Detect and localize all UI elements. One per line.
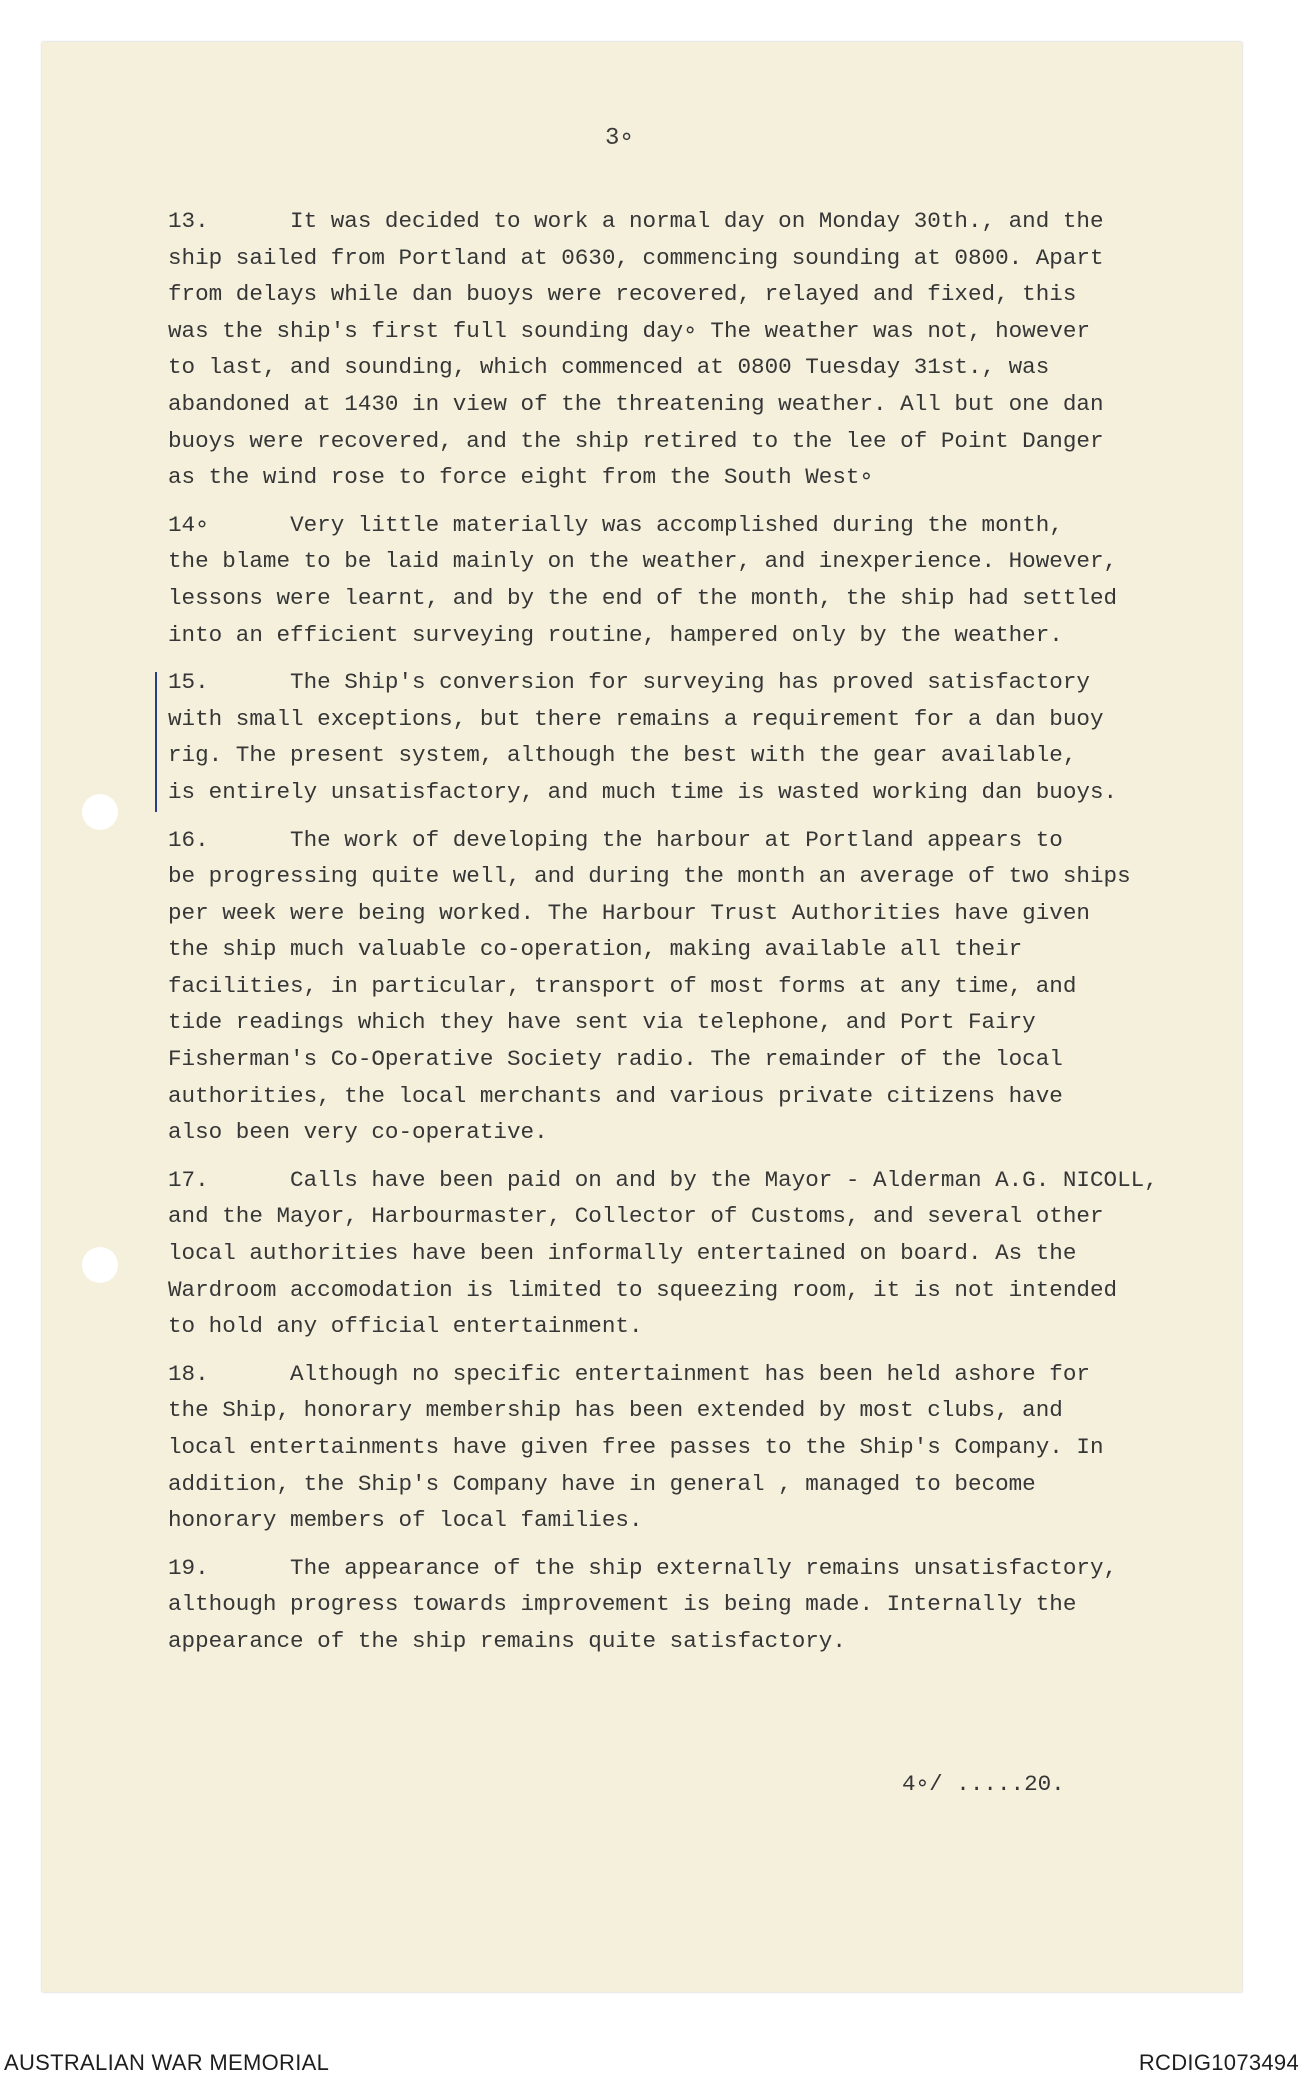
text-line: from delays while dan buoys were recovered, relayed and fixed, this	[168, 281, 1077, 308]
page-number: 3∘	[605, 125, 634, 152]
text-line: appearance of the ship remains quite satisfactory.	[168, 1627, 846, 1654]
text-line: tide readings which they have sent via telephone, and Port Fairy	[168, 1009, 1036, 1036]
punch-hole-upper	[82, 794, 118, 830]
text-line: to hold any official entertainment.	[168, 1313, 643, 1340]
text-line: as the wind rose to force eight from the South West∘	[168, 464, 874, 491]
text-line: 17. Calls have been paid on and by the Mayor - Alderman A.G. NICOLL,	[168, 1166, 1158, 1193]
paragraph-19	[168, 1550, 1238, 1660]
text-line: also been very co-operative.	[168, 1119, 548, 1146]
paragraph-15	[168, 664, 1238, 810]
text-line: per week were being worked. The Harbour Trust Authorities have given	[168, 899, 1090, 926]
text-line: buoys were recovered, and the ship retired to the lee of Point Danger	[168, 427, 1104, 454]
text-line: local authorities have been informally entertained on board. As the	[168, 1240, 1077, 1267]
footer-institution: AUSTRALIAN WAR MEMORIAL	[4, 2050, 330, 2075]
text-line: ship sailed from Portland at 0630, commencing sounding at 0800. Apart	[168, 244, 1104, 271]
text-line: was the ship's first full sounding day∘ The weather was not, however	[168, 317, 1091, 344]
footer-record-id: RCDIG1073494	[1138, 2050, 1299, 2075]
text-line: to last, and sounding, which commenced at 0800 Tuesday 31st., was	[168, 354, 1050, 381]
punch-hole-lower	[82, 1247, 118, 1283]
text-line: local entertainments have given free passes to the Ship's Company. In	[168, 1434, 1104, 1460]
text-line: the ship much valuable co-operation, making available all their	[168, 936, 1023, 963]
text-line: 19. The appearance of the ship externally remains unsatisfactory,	[168, 1554, 1118, 1581]
text-line: rig. The present system, although the best with the gear available,	[168, 742, 1077, 769]
text-line: authorities, the local merchants and various private citizens have	[168, 1082, 1063, 1109]
paragraph-18	[168, 1356, 1238, 1539]
text-line: Wardroom accomodation is limited to squeezing room, it is not intended	[168, 1276, 1118, 1303]
continuation-marker: 4∘/ .....20.	[902, 1771, 1065, 1797]
margin-mark-line	[155, 672, 157, 812]
text-line: honorary members of local families.	[168, 1507, 643, 1534]
text-line: Fisherman's Co-Operative Society radio. The remainder of the local	[168, 1046, 1063, 1073]
text-line: 16. The work of developing the harbour at Portland appears to	[168, 826, 1063, 853]
paragraph-13	[168, 203, 1238, 496]
text-line: with small exceptions, but there remains a requirement for a dan buoy	[168, 705, 1104, 732]
text-line: facilities, in particular, transport of most forms at any time, and	[168, 972, 1077, 999]
text-line: is entirely unsatisfactory, and much time is wasted working dan buoys.	[168, 778, 1118, 805]
text-line: 14∘ Very little materially was accomplished during the month,	[168, 511, 1063, 538]
text-line: 15. The Ship's conversion for surveying has proved satisfactory	[168, 669, 1090, 696]
text-line: although progress towards improvement is being made. Internally the	[168, 1591, 1077, 1618]
paragraph-16	[168, 822, 1238, 1151]
paragraph-17	[168, 1162, 1238, 1345]
document-body	[168, 203, 1238, 1671]
text-line: into an efficient surveying routine, hampered only by the weather.	[168, 621, 1063, 648]
text-line: the blame to be laid mainly on the weather, and inexperience. However,	[168, 548, 1118, 575]
text-line: 13. It was decided to work a normal day on Monday 30th., and the	[168, 208, 1104, 234]
text-line: the Ship, honorary membership has been extended by most clubs, and	[168, 1397, 1063, 1424]
text-line: addition, the Ship's Company have in general , managed to become	[168, 1470, 1036, 1497]
text-line: be progressing quite well, and during the month an average of two ships	[168, 863, 1131, 890]
paragraph-14	[168, 507, 1238, 653]
text-line: 18. Although no specific entertainment has been held ashore for	[168, 1360, 1090, 1387]
text-line: and the Mayor, Harbourmaster, Collector of Customs, and several other	[168, 1203, 1104, 1230]
text-line: abandoned at 1430 in view of the threatening weather. All but one dan	[168, 390, 1104, 417]
text-line: lessons were learnt, and by the end of the month, the ship had settled	[168, 584, 1118, 611]
